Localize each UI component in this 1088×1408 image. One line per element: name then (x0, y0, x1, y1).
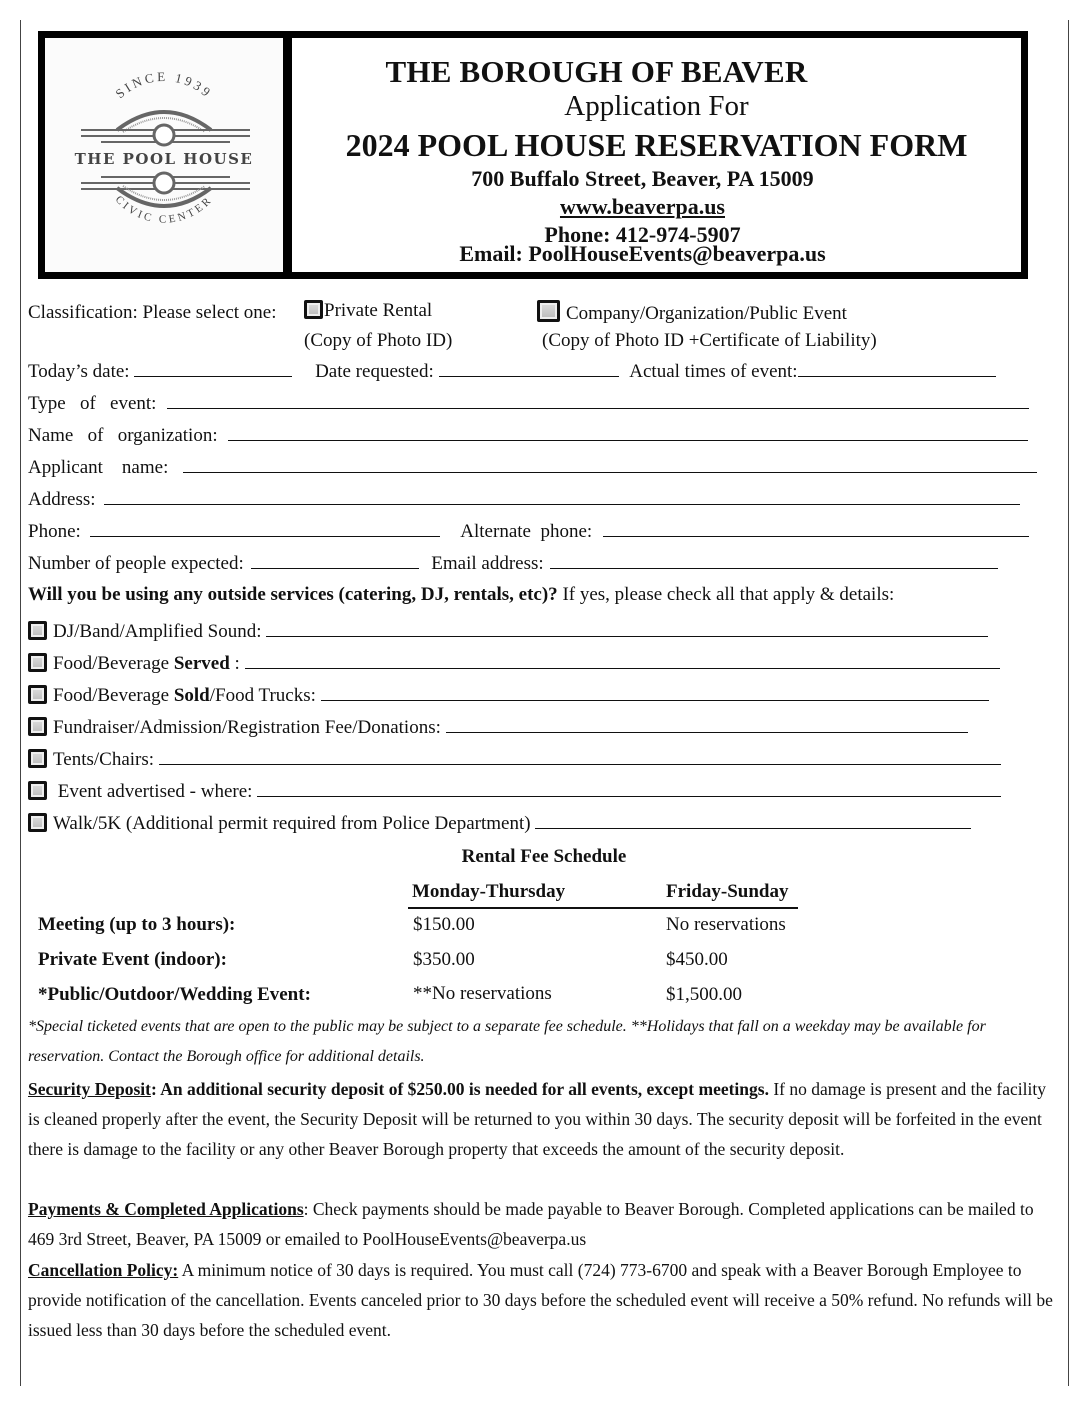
actual-times-field[interactable] (798, 360, 996, 377)
todays-date-label: Today’s date: (28, 361, 130, 382)
option-private-label: Private Rental (324, 300, 433, 321)
checkbox-food-served[interactable] (28, 653, 47, 672)
date-requested-label: Date requested: (315, 361, 434, 382)
service-detail-field[interactable] (321, 684, 989, 701)
checkbox-dj[interactable] (28, 621, 47, 640)
service-detail-field[interactable] (446, 716, 968, 733)
service-detail-field[interactable] (159, 748, 1001, 765)
service-detail-field[interactable] (245, 652, 1000, 669)
service-item (28, 620, 988, 643)
service-label: Walk/5K (Additional permit required from Police Department) (53, 813, 531, 834)
security-deposit-section (28, 1074, 1053, 1164)
fee-cell: $150.00 (413, 914, 475, 935)
service-label: Food/Beverage (53, 653, 174, 674)
cancellation-text: A minimum notice of 30 days is required. You must call (724) 773-6700 and speak with a Beaver Borough Employee to provide notification of the cancellation. Events canceled prior to 30 days before the scheduled event will receive a 50% refund. No refunds will be issued less than 30 days before the scheduled event. (28, 1260, 1053, 1340)
cancellation-section (28, 1255, 1053, 1345)
applicant-field[interactable] (183, 456, 1037, 473)
fee-col-fri-sun: Friday-Sunday (666, 881, 789, 902)
classification-row (28, 302, 277, 324)
fee-row-label: *Public/Outdoor/Wedding Event: (38, 984, 311, 1005)
type-of-event-label: Type of event: (28, 393, 157, 414)
services-question-bold: Will you be using any outside services (catering, DJ, rentals, etc)? (28, 584, 558, 605)
num-people-field[interactable] (251, 552, 419, 569)
service-label: Food/Beverage (53, 685, 174, 706)
service-label: Event advertised - where: (53, 781, 253, 802)
payments-text: : Check payments should be made payable to Beaver Borough. Completed applications can be mailed to 469 3rd Street, Beaver, PA 15009 or emailed to PoolHouseEvents@beaverpa.us (28, 1199, 1034, 1249)
service-label-post: : (229, 653, 240, 674)
option-private-note: (Copy of Photo ID) (304, 330, 453, 351)
svg-text:CIVIC CENTER (113, 194, 216, 226)
logo-sub-text: CIVIC CENTER (112, 193, 216, 226)
organization-field[interactable] (228, 424, 1028, 441)
address-label: Address: (28, 489, 96, 510)
phone-field[interactable] (90, 520, 440, 537)
fee-schedule-title: Rental Fee Schedule (461, 846, 627, 867)
phone-label: Phone: (28, 521, 81, 542)
service-item (28, 684, 989, 707)
dates-row (28, 360, 996, 383)
org-address: 700 Buffalo Street, Beaver, PA 15009 (471, 166, 814, 191)
option-company-label: Company/Organization/Public Event (566, 303, 847, 324)
service-label: Tents/Chairs: (53, 749, 155, 770)
email-label: Email address: (431, 553, 544, 574)
checkbox-event-advertised[interactable] (28, 781, 47, 800)
logo-since-text: SINCE 1939 (112, 68, 216, 102)
title-block (292, 38, 1021, 272)
org-name: THE BOROUGH OF BEAVER (385, 54, 808, 89)
fee-cell: $450.00 (666, 949, 728, 970)
type-of-event-field[interactable] (167, 392, 1029, 409)
fee-cell: $350.00 (413, 949, 475, 970)
pool-house-logo-icon (45, 38, 283, 272)
checkbox-company-event[interactable] (537, 300, 560, 322)
classification-option-private[interactable] (304, 300, 432, 322)
date-requested-field[interactable] (439, 360, 619, 377)
service-item (28, 716, 968, 739)
payments-heading: Payments & Completed Applications (28, 1199, 304, 1219)
services-question-rest: If yes, please check all that apply & details: (557, 584, 895, 605)
security-deposit-heading: Security Deposit (28, 1079, 151, 1099)
security-deposit-text: If no damage is present and the facility is cleaned properly after the event, the Security Deposit will be returned to you within 30 days. The security deposit will be forfeited in the event there is damage to the facility or any other Beaver Borough property that exceeds the amount of the security deposit. (28, 1079, 1046, 1159)
option-company-note: (Copy of Photo ID +Certificate of Liability) (542, 330, 877, 351)
classification-option-company[interactable] (537, 300, 847, 325)
address-field[interactable] (104, 488, 1020, 505)
service-detail-field[interactable] (266, 620, 988, 637)
service-label-bold: Served (173, 653, 230, 674)
fee-footnote-line1: *Special ticketed events that are open to the public may be subject to a separate fee schedule. **Holidays that fall on a weekday may be available for (28, 1018, 986, 1035)
actual-times-label: Actual times of event: (629, 361, 798, 382)
security-deposit-bold: : An additional security deposit of $250.00 is needed for all events, except meetings. (150, 1079, 769, 1099)
fee-cell: No reservations (666, 914, 786, 935)
service-label: Fundraiser/Admission/Registration Fee/Donations: (53, 717, 441, 738)
alternate-phone-label: Alternate phone: (460, 521, 593, 542)
org-email: Email: PoolHouseEvents@beaverpa.us (459, 241, 826, 266)
applicant-row (28, 456, 1037, 479)
service-item (28, 780, 1001, 803)
alternate-phone-field[interactable] (603, 520, 1029, 537)
service-detail-field[interactable] (257, 780, 1001, 797)
checkbox-food-sold[interactable] (28, 685, 47, 704)
service-label: DJ/Band/Amplified Sound: (53, 621, 262, 642)
service-detail-field[interactable] (535, 812, 971, 829)
organization-row (28, 424, 1028, 447)
people-email-row (28, 552, 998, 575)
fee-row-label: Meeting (up to 3 hours): (38, 914, 236, 935)
service-item (28, 652, 1000, 675)
service-item (28, 812, 971, 835)
email-field[interactable] (550, 552, 998, 569)
form-header (38, 31, 1028, 279)
checkbox-private-rental[interactable] (304, 300, 323, 319)
classification-label: Classification: Please select one: (28, 302, 277, 323)
checkbox-fundraiser[interactable] (28, 717, 47, 736)
fee-col-mon-thu: Monday-Thursday (412, 881, 566, 902)
services-question (28, 584, 894, 606)
service-item (28, 748, 1001, 771)
fee-row-label: Private Event (indoor): (38, 949, 227, 970)
checkbox-walk-5k[interactable] (28, 813, 47, 832)
num-people-label: Number of people expected: (28, 553, 244, 574)
fee-header-rule (408, 907, 798, 909)
page-border-right (1068, 20, 1069, 1386)
form-subtitle: Application For (564, 90, 749, 122)
org-phone: Phone: 412-974-5907 (544, 222, 741, 247)
logo-name-text: THE POOL HOUSE (74, 150, 254, 168)
phone-row (28, 520, 1029, 543)
fee-footnote-line2: reservation. Contact the Borough office for additional details. (28, 1048, 425, 1065)
cancellation-heading: Cancellation Policy: (28, 1260, 179, 1280)
form-title: 2024 POOL HOUSE RESERVATION FORM (345, 127, 968, 163)
pool-house-logo (45, 38, 292, 272)
fee-cell: **No reservations (413, 983, 552, 1004)
type-of-event-row (28, 392, 1029, 415)
checkbox-tents-chairs[interactable] (28, 749, 47, 768)
fee-cell: $1,500.00 (666, 984, 742, 1005)
service-label-bold: Sold (173, 685, 210, 706)
address-row (28, 488, 1020, 511)
applicant-label: Applicant name: (28, 457, 169, 478)
payments-section (28, 1194, 1053, 1254)
svg-text:SINCE 1939 (112, 69, 215, 101)
organization-label: Name of organization: (28, 425, 218, 446)
service-label-post: /Food Trucks: (209, 685, 316, 706)
website-link[interactable]: www.beaverpa.us (559, 194, 725, 219)
todays-date-field[interactable] (134, 360, 292, 377)
page-border-left (20, 20, 21, 1386)
